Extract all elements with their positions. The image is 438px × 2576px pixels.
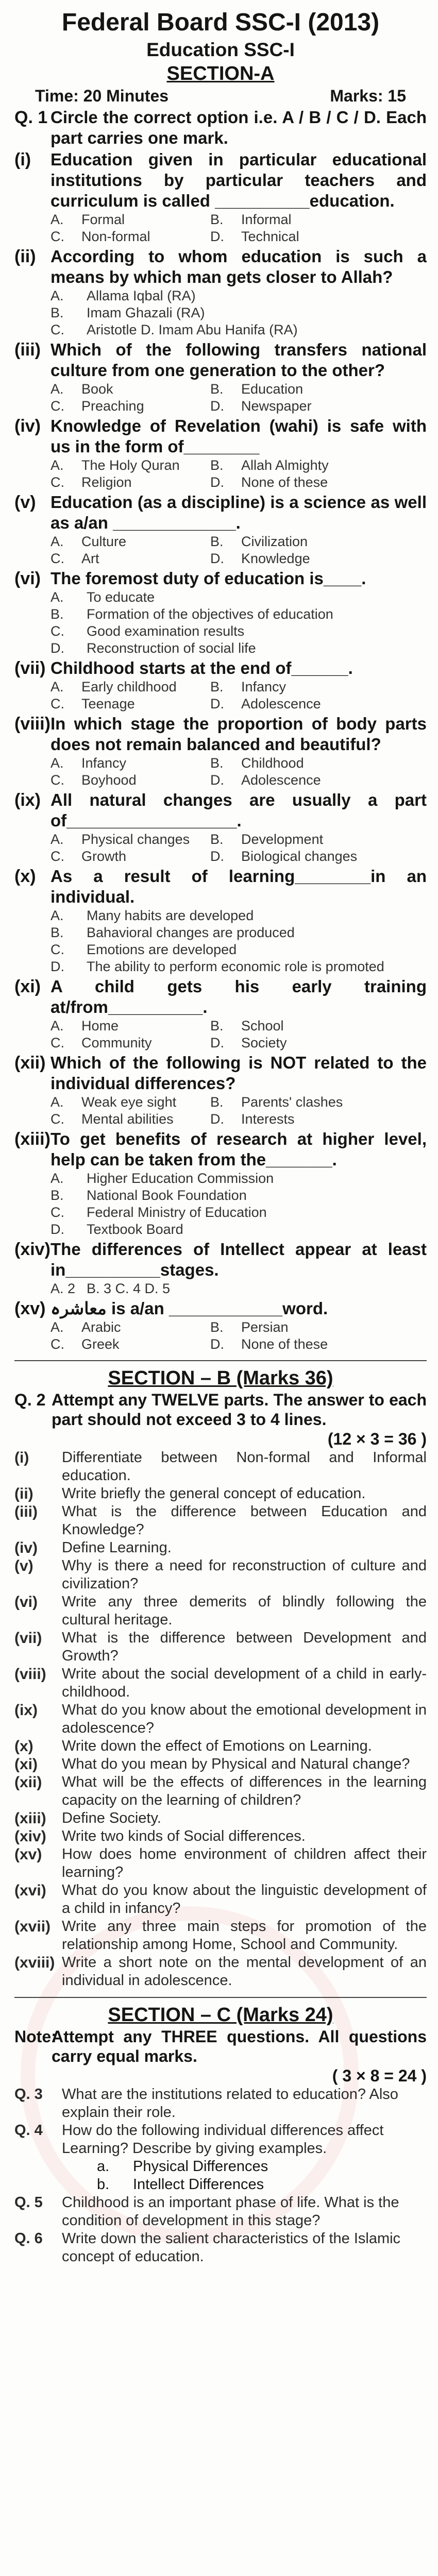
option-row — [50, 457, 427, 474]
question-text: Which of the following transfers national culture from one generation to the other? — [50, 340, 427, 380]
question-number: (x) — [14, 867, 36, 886]
question-number: (ix) — [14, 1702, 38, 1719]
option-text: Allah Almighty — [241, 457, 329, 473]
option-text: Reconstruction of social life — [87, 640, 256, 656]
time-marks-row — [14, 86, 427, 106]
option-row — [50, 533, 427, 550]
section-c-note: Note: Attempt any THREE questions. All questions carry equal marks. — [14, 2027, 427, 2065]
mcq-question — [14, 866, 427, 907]
option-letter: A. — [50, 908, 64, 923]
question-number: (v) — [14, 1557, 33, 1574]
option-text: Art — [81, 551, 99, 566]
option-row — [50, 1204, 427, 1221]
option-list — [50, 679, 427, 713]
option-text: Civilization — [241, 534, 308, 549]
option-letter: A. — [50, 755, 64, 771]
mcq-question — [14, 568, 427, 589]
short-question — [14, 1845, 427, 1882]
question-text: The differences of Intellect appear at least in__________stages. — [50, 1240, 427, 1279]
short-question — [14, 1773, 427, 1809]
option-letter: A. — [50, 457, 64, 473]
option-letter: A. — [50, 1018, 64, 1033]
question-text: What do you know about the emotional development in adolescence? — [62, 1702, 427, 1736]
divider — [14, 1360, 427, 1361]
option-text: Bahavioral changes are produced — [87, 925, 295, 940]
option-row — [50, 398, 427, 415]
option-letter: B. — [50, 1188, 64, 1203]
mcq-question — [14, 1129, 427, 1170]
option-letter: C. — [50, 1205, 64, 1220]
option-text: Interests — [241, 1111, 295, 1127]
question-text: Define Learning. — [62, 1539, 172, 1556]
option-letter: B. — [210, 212, 224, 227]
question-text: A child gets his early training at/from__________. — [50, 977, 427, 1016]
option-letter: D. — [210, 696, 224, 711]
paper-subtitle: Education SSC-I — [146, 39, 295, 60]
option-letter: C. — [50, 551, 64, 566]
question-number: (xii) — [14, 1053, 46, 1073]
option-row — [50, 696, 427, 713]
option-text: Home — [81, 1018, 119, 1033]
question-number: (ix) — [14, 790, 41, 810]
option-text: Emotions are developed — [87, 942, 237, 957]
option-row — [50, 1187, 427, 1204]
option-text: Adolescence — [241, 696, 321, 711]
option-text: None of these — [241, 474, 328, 490]
question-text: Write down the effect of Emotions on Learning. — [62, 1738, 372, 1754]
option-text: Infancy — [241, 679, 287, 694]
option-text: Textbook Board — [87, 1222, 183, 1237]
option-text: Formal — [81, 212, 125, 227]
option-letter: D. — [210, 849, 224, 864]
section-c-marks: ( 3 × 8 = 24 ) — [332, 2066, 427, 2085]
short-question — [14, 1665, 427, 1701]
option-row — [50, 640, 427, 657]
option-row — [50, 606, 427, 623]
option-letter: A. — [50, 832, 64, 847]
question-text: Write two kinds of Social differences. — [62, 1828, 306, 1844]
option-row — [50, 474, 427, 491]
option-letter: B. — [50, 925, 64, 940]
option-letter: A. — [50, 381, 64, 397]
option-row — [50, 1018, 427, 1035]
question-number: (xvi) — [14, 1882, 46, 1899]
option-letter: D. — [210, 398, 224, 414]
short-question — [14, 1593, 427, 1629]
question-number: (x) — [14, 1738, 33, 1755]
question-number: (iv) — [14, 416, 41, 436]
option-list — [50, 457, 427, 491]
paper-title: Federal Board SSC-I (2013) — [61, 9, 380, 36]
option-text: Newspaper — [241, 398, 312, 414]
option-row — [50, 772, 427, 789]
question-text: Knowledge of Revelation (wahi) is safe with us in the form of________ — [50, 416, 427, 456]
option-list — [50, 831, 427, 865]
q2-instruction: Q. 2 Attempt any TWELVE parts. The answer to each part should not exceed 3 to 4 lines. — [14, 1391, 427, 1429]
question-text: How does home environment of children affect their learning? — [62, 1846, 427, 1880]
option-text: Higher Education Commission — [87, 1171, 274, 1186]
option-letter: C. — [50, 398, 64, 414]
option-text: To educate — [87, 589, 155, 605]
option-list — [50, 287, 427, 338]
option-row — [50, 1221, 427, 1238]
paper-content — [14, 7, 427, 2266]
option-letter: D. — [210, 551, 224, 566]
question-text: The foremost duty of education is____. — [50, 569, 366, 588]
question-number: (xi) — [14, 977, 41, 996]
question-text: What do you mean by Physical and Natural change? — [62, 1756, 410, 1772]
option-row — [50, 287, 427, 304]
option-row — [50, 1319, 427, 1336]
mcq-question — [14, 976, 427, 1018]
option-letter: B. — [210, 1018, 224, 1033]
option-text: Preaching — [81, 398, 144, 414]
question-number: (iii) — [14, 1503, 38, 1520]
option-letter: C. — [50, 474, 64, 490]
question-text: Which of the following is NOT related to the individual differences? — [50, 1053, 427, 1093]
mcq-question — [14, 416, 427, 457]
option-letter: D. — [210, 474, 224, 490]
question-number: (xiv) — [14, 1240, 50, 1259]
time-label: Time: 20 Minutes — [35, 87, 169, 105]
short-question — [14, 1485, 427, 1503]
option-letter: B. — [50, 606, 64, 622]
option-row — [50, 1094, 427, 1111]
section-c-heading: SECTION – C (Marks 24) — [108, 2004, 333, 2026]
option-text: Society — [241, 1035, 287, 1050]
option-text: National Book Foundation — [87, 1188, 247, 1203]
question-number: (iv) — [14, 1539, 38, 1556]
option-letter: B. — [210, 832, 224, 847]
question-text: In which stage the proportion of body parts does not remain balanced and beautiful? — [50, 714, 427, 754]
option-list — [50, 1094, 427, 1128]
section-b-marks: (12 × 3 = 36 ) — [327, 1430, 427, 1448]
short-question — [14, 1449, 427, 1485]
option-letter: D. — [50, 640, 64, 656]
short-question — [14, 1918, 427, 1954]
option-text: Aristotle D. Imam Abu Hanifa (RA) — [87, 322, 298, 337]
short-question — [14, 1755, 427, 1773]
option-row — [50, 623, 427, 640]
option-row — [50, 1336, 427, 1353]
option-text: Allama Iqbal (RA) — [87, 288, 196, 303]
sub-part: b. Intellect Differences — [97, 2176, 264, 2193]
option-text: Infancy — [81, 755, 127, 771]
question-number: (ii) — [14, 247, 36, 266]
option-text: School — [241, 1018, 284, 1033]
option-row — [50, 589, 427, 606]
option-row — [50, 924, 427, 941]
option-letter: D. — [210, 772, 224, 788]
question-number: (xv) — [14, 1299, 46, 1318]
option-letter: C. — [50, 322, 64, 337]
option-text: Non-formal — [81, 229, 150, 244]
option-row — [50, 211, 427, 228]
long-question: Q. 3 What are the institutions related to education? Also explain their role. — [14, 2086, 398, 2121]
question-number: (xv) — [14, 1846, 42, 1863]
option-list — [50, 1170, 427, 1238]
mcq-question — [14, 340, 427, 381]
option-text: Good examination results — [87, 623, 245, 639]
option-letter: A. — [50, 212, 64, 227]
question-number: (viii) — [14, 1666, 46, 1683]
option-letter: B. — [210, 1094, 224, 1110]
question-text: All natural changes are usually a part of__________________. — [50, 790, 427, 830]
option-text: Formation of the objectives of education — [87, 606, 333, 622]
option-text: Education — [241, 381, 304, 397]
mcq-question — [14, 1298, 427, 1319]
question-number: (iii) — [14, 340, 41, 360]
question-text: Write about the social development of a child in early-childhood. — [62, 1666, 427, 1700]
option-text: Physical changes — [81, 832, 190, 847]
option-letter: A. — [50, 288, 64, 303]
option-text: Imam Ghazali (RA) — [87, 305, 205, 320]
short-question — [14, 1809, 427, 1827]
short-question — [14, 1737, 427, 1755]
short-question — [14, 1827, 427, 1845]
question-text: As a result of learning________in an individual. — [50, 867, 427, 906]
option-letter: A. — [50, 589, 64, 605]
question-text: Education (as a discipline) is a science as well as a/an _____________. — [50, 493, 427, 532]
long-question: Q. 5 Childhood is an important phase of life. What is the condition of development in this stage? — [14, 2194, 399, 2229]
question-text: Write any three demerits of blindly following the cultural heritage. — [62, 1594, 427, 1628]
question-number: (ii) — [14, 1485, 33, 1502]
question-number: (xii) — [14, 1774, 42, 1791]
option-letter: C. — [50, 229, 64, 244]
question-number: (xvii) — [14, 1918, 51, 1935]
option-text: Religion — [81, 474, 132, 490]
option-row — [50, 831, 427, 848]
question-text: What will be the effects of differences in the learning capacity on the learning of children? — [62, 1774, 427, 1808]
option-text: B. 3 C. 4 D. 5 — [87, 1281, 171, 1296]
sub-part: a. Physical Differences — [97, 2158, 268, 2175]
option-list — [50, 755, 427, 789]
short-question — [14, 1539, 427, 1557]
option-letter: C. — [50, 772, 64, 788]
option-text: Federal Ministry of Education — [87, 1205, 267, 1220]
option-text: Arabic — [81, 1319, 121, 1335]
question-text: What do you know about the linguistic development of a child in infancy? — [62, 1882, 427, 1917]
option-row — [50, 1111, 427, 1128]
option-list — [50, 589, 427, 657]
option-text: Informal — [241, 212, 292, 227]
question-number: (viii) — [14, 714, 50, 734]
question-number: (xi) — [14, 1756, 38, 1773]
question-number: (vii) — [14, 658, 46, 678]
option-row — [50, 848, 427, 865]
option-text: Childhood — [241, 755, 304, 771]
option-text: None of these — [241, 1336, 328, 1352]
option-text: Biological changes — [241, 849, 358, 864]
option-letter: C. — [50, 942, 64, 957]
mcq-question — [14, 790, 427, 831]
divider — [14, 1997, 427, 1998]
mcq-question — [14, 714, 427, 755]
option-letter: D. — [210, 1336, 224, 1352]
option-letter: A. — [50, 1319, 64, 1335]
option-letter: B. — [210, 381, 224, 397]
option-row — [50, 1170, 427, 1187]
option-text: Knowledge — [241, 551, 310, 566]
option-row — [50, 228, 427, 245]
question-text: Childhood starts at the end of______. — [50, 658, 353, 677]
option-letter: D. — [210, 1035, 224, 1050]
option-list — [50, 907, 427, 975]
option-row — [50, 755, 427, 772]
question-number: (v) — [14, 493, 36, 512]
question-number: (vi) — [14, 1594, 38, 1611]
section-b-heading: SECTION – B (Marks 36) — [108, 1367, 333, 1389]
option-text: Mental abilities — [81, 1111, 174, 1127]
option-letter: B. — [210, 534, 224, 549]
option-text: Parents' clashes — [241, 1094, 343, 1110]
question-number: (i) — [14, 150, 31, 170]
option-text: Teenage — [81, 696, 135, 711]
option-letter: B. — [210, 679, 224, 694]
short-question — [14, 1701, 427, 1737]
option-text: Greek — [81, 1336, 120, 1352]
option-letter: C. — [50, 696, 64, 711]
option-letter: D. — [210, 1111, 224, 1127]
short-question — [14, 1954, 427, 1990]
question-text: Education given in particular educational institutions by particular teachers and curriculum is called __________education. — [50, 150, 427, 210]
option-letter: A. — [50, 1171, 64, 1186]
mcq-question — [14, 492, 427, 533]
option-text: Boyhood — [81, 772, 137, 788]
option-text: Persian — [241, 1319, 289, 1335]
mcq-list — [14, 149, 427, 1353]
short-question — [14, 1557, 427, 1593]
mcq-question — [14, 1239, 427, 1280]
option-letter: C. — [50, 849, 64, 864]
option-row — [50, 321, 427, 338]
option-letter: C. — [50, 1336, 64, 1352]
question-number: (xiv) — [14, 1828, 46, 1845]
option-letter: B. — [210, 457, 224, 473]
option-text: Many habits are developed — [87, 908, 254, 923]
option-row — [50, 1280, 427, 1297]
question-text: What is the difference between Education and Knowledge? — [62, 1503, 427, 1538]
question-text: According to whom education is such a means by which man gets closer to Allah? — [50, 247, 427, 286]
option-row — [50, 679, 427, 696]
section-a-heading: SECTION-A — [166, 63, 275, 84]
short-question — [14, 1503, 427, 1539]
short-question — [14, 1882, 427, 1918]
question-text: Define Society. — [62, 1810, 161, 1826]
option-row — [50, 550, 427, 567]
mcq-question — [14, 246, 427, 287]
option-letter: B. — [50, 305, 64, 320]
option-row — [50, 304, 427, 321]
option-letter: C. — [50, 1035, 64, 1050]
option-letter: B. — [210, 755, 224, 771]
option-list — [50, 533, 427, 567]
mcq-question — [14, 1053, 427, 1094]
option-text: Adolescence — [241, 772, 321, 788]
question-number: (xiii) — [14, 1810, 46, 1827]
option-letter: C. — [50, 623, 64, 639]
option-list — [50, 211, 427, 245]
short-question — [14, 1629, 427, 1665]
option-text: The Holy Quran — [81, 457, 180, 473]
option-text: Community — [81, 1035, 152, 1050]
option-list — [50, 1319, 427, 1353]
option-list — [50, 1280, 427, 1297]
option-row — [50, 941, 427, 958]
option-letter: C. — [50, 1111, 64, 1127]
question-text: Write briefly the general concept of education. — [62, 1485, 366, 1502]
option-letter: B. — [210, 1319, 224, 1335]
option-text: Technical — [241, 229, 299, 244]
question-text: Why is there a need for reconstruction of culture and civilization? — [62, 1557, 427, 1592]
option-letter: A. — [50, 679, 64, 694]
question-text: What is the difference between Development and Growth? — [62, 1630, 427, 1664]
option-letter: D. — [210, 229, 224, 244]
question-number: (i) — [14, 1449, 29, 1466]
question-text: Write any three main steps for promotion of the relationship among Home, School and Community. — [62, 1918, 427, 1953]
question-text: معاشرہ is a/an ____________word. — [50, 1299, 328, 1318]
long-question: Q. 6 Write down the salient characteristics of the Islamic concept of education. — [14, 2230, 401, 2265]
marks-label: Marks: 15 — [330, 87, 406, 105]
mcq-question — [14, 149, 427, 211]
short-question-list — [14, 1449, 427, 1990]
option-row — [50, 907, 427, 924]
option-list — [50, 1018, 427, 1052]
option-text: Book — [81, 381, 113, 397]
option-letter: A. — [50, 1094, 64, 1110]
long-question: Q. 4 How do the following individual differences affect Learning? Describe by giving examples. — [14, 2122, 384, 2157]
option-row — [50, 958, 427, 975]
question-number: (xiii) — [14, 1129, 50, 1149]
question-number: (vii) — [14, 1630, 42, 1647]
q1-instruction: Q. 1 Circle the correct option i.e. A / B / C / D. Each part carries one mark. — [14, 108, 427, 147]
option-row — [50, 381, 427, 398]
option-letter: D. — [50, 1222, 64, 1237]
option-letter: A. — [50, 534, 64, 549]
option-text: Culture — [81, 534, 127, 549]
question-number: (vi) — [14, 569, 41, 588]
option-letter: A. 2 — [50, 1281, 76, 1296]
mcq-question — [14, 658, 427, 679]
option-row — [50, 1035, 427, 1052]
option-text: Weak eye sight — [81, 1094, 177, 1110]
option-text: The ability to perform economic role is promoted — [87, 959, 384, 974]
question-text: Write a short note on the mental development of an individual in adolescence. — [62, 1954, 427, 1989]
option-text: Growth — [81, 849, 127, 864]
option-list — [50, 381, 427, 415]
question-text: To get benefits of research at higher level, help can be taken from the_______. — [50, 1129, 427, 1169]
option-letter: D. — [50, 959, 64, 974]
question-text: Differentiate between Non-formal and Informal education. — [62, 1449, 427, 1484]
question-number: (xviii) — [14, 1954, 55, 1971]
option-text: Development — [241, 832, 324, 847]
option-text: Early childhood — [81, 679, 177, 694]
